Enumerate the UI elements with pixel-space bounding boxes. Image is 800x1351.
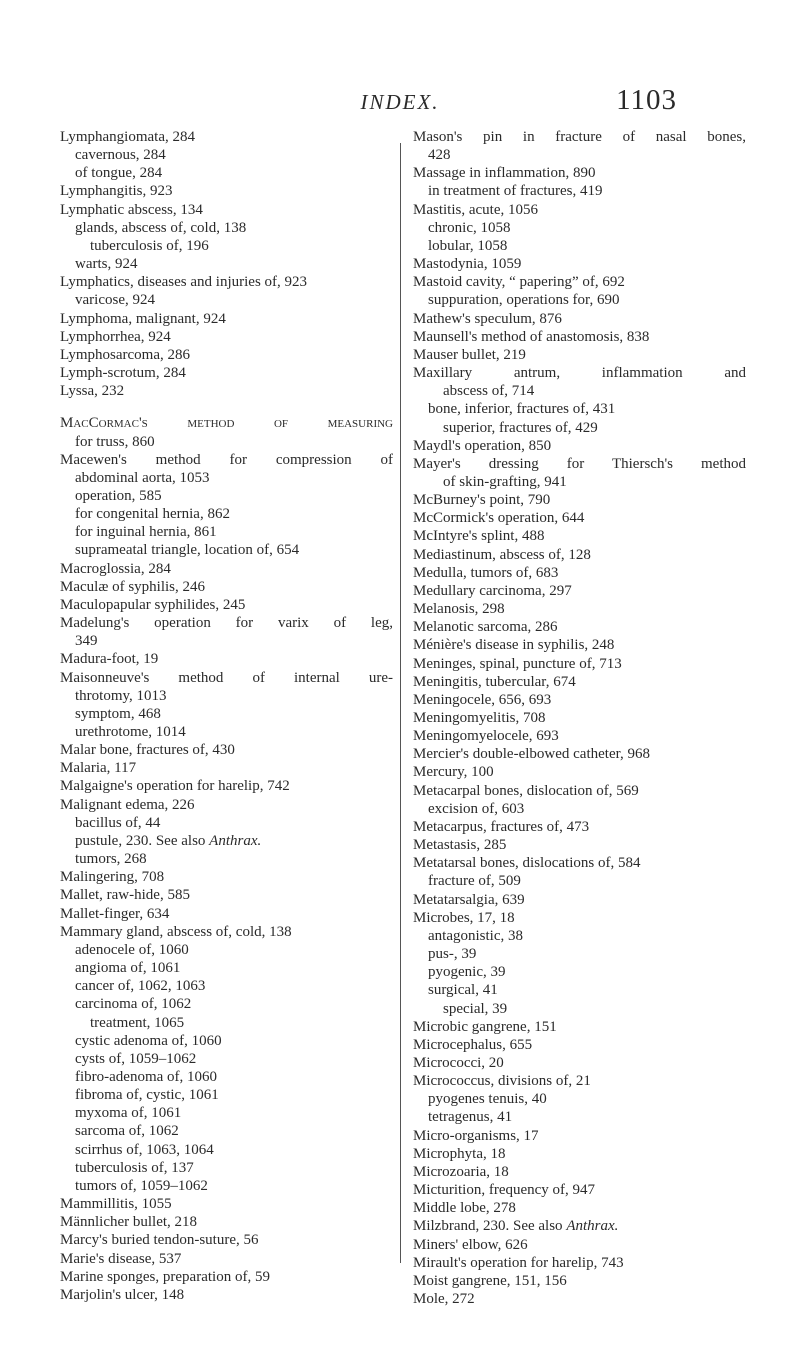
entry-text: antagonistic, 38 [428, 927, 523, 944]
entry-text: Meninges, spinal, puncture of, 713 [413, 655, 622, 672]
entry-text: Microzoaria, 18 [413, 1163, 509, 1180]
entry-text: Microcephalus, 655 [413, 1036, 533, 1053]
entry-text: for inguinal hernia, 861 [75, 524, 217, 541]
index-entry [413, 582, 746, 600]
index-entry [60, 777, 393, 795]
entry-text: cystic adenoma of, 1060 [75, 1032, 222, 1049]
entry-text: Metastasis, 285 [413, 837, 507, 854]
index-entry [413, 255, 746, 273]
entry-text: pus-, 39 [428, 946, 477, 963]
entry-text: Malignant edema, 226 [60, 796, 195, 813]
index-entry [413, 509, 746, 527]
index-subentry [413, 945, 746, 963]
entry-text: Mediastinum, abscess of, 128 [413, 546, 591, 563]
entry-text: Marie's disease, 537 [60, 1250, 182, 1267]
entry-text: McIntyre's splint, 488 [413, 528, 545, 545]
page-number: 1103 [616, 84, 677, 116]
index-subentry [60, 487, 393, 505]
entry-text: Lymphoma, malignant, 924 [60, 310, 226, 327]
entry-text: Lymphatics, diseases and injuries of, 923 [60, 274, 308, 291]
index-subentry [60, 291, 393, 309]
entry-text: Metacarpus, fractures of, 473 [413, 818, 590, 835]
entry-text: Metatarsal bones, dislocations of, 584 [413, 855, 641, 872]
entry-text: carcinoma of, 1062 [75, 996, 192, 1013]
index-entry [413, 763, 746, 781]
entry-text: Mallet, raw-hide, 585 [60, 887, 190, 904]
index-entry [60, 596, 393, 614]
index-entry [60, 1195, 393, 1213]
index-subentry [60, 832, 393, 850]
index-entry [413, 745, 746, 763]
entry-text: Malgaigne's operation for harelip, 742 [60, 778, 290, 795]
entry-text: Lymphangiomata, 284 [60, 129, 195, 145]
entry-text: Ménière's disease in syphilis, 248 [413, 637, 615, 654]
index-entry [413, 1254, 746, 1272]
index-entry [60, 414, 393, 432]
index-entry [60, 578, 393, 596]
entry-text: Mole, 272 [413, 1291, 475, 1307]
entry-text: tumors of, 1059–1062 [75, 1177, 208, 1194]
index-entry [413, 1036, 746, 1054]
entry-text: pustule, 230. See also [75, 832, 210, 849]
entry-text: Milzbrand, 230. See also [413, 1218, 567, 1235]
entry-text: 428 [428, 147, 451, 164]
index-entry [60, 128, 393, 146]
index-entry [413, 673, 746, 691]
index-entry [60, 1213, 393, 1231]
entry-text: tuberculosis of, 137 [75, 1159, 194, 1176]
index-entry [413, 310, 746, 328]
index-subentry [60, 705, 393, 723]
entry-text: Mastitis, acute, 1056 [413, 201, 538, 218]
index-subentry [60, 433, 393, 451]
index-entry [413, 1272, 746, 1290]
index-entry [413, 201, 746, 219]
entry-text: pyogenes tenuis, 40 [428, 1091, 547, 1108]
index-entry [60, 182, 393, 200]
entry-text: Macewen's method for compression of [60, 451, 393, 468]
index-entry [413, 836, 746, 854]
entry-text: Maisonneuve's method of internal ure- [60, 669, 393, 686]
entry-text: McCormick's operation, 644 [413, 510, 585, 527]
index-entry [60, 328, 393, 346]
entry-text: Mayer's dressing for Thiersch's method [413, 455, 746, 472]
entry-text: Medullary carcinoma, 297 [413, 582, 572, 599]
entry-text: bone, inferior, fractures of, 431 [428, 401, 616, 418]
column-divider [400, 143, 401, 1263]
entry-text: Lyssa, 232 [60, 383, 125, 400]
entry-text: McBurney's point, 790 [413, 492, 551, 509]
entry-text: scirrhus of, 1063, 1064 [75, 1141, 214, 1158]
index-entry [413, 691, 746, 709]
entry-text: Madura-foot, 19 [60, 651, 159, 668]
entry-text: Mercier's double-elbowed catheter, 968 [413, 746, 651, 763]
entry-text: Micrococcus, divisions of, 21 [413, 1073, 591, 1090]
entry-text: Mathew's speculum, 876 [413, 310, 562, 327]
entry-text: cysts of, 1059–1062 [75, 1050, 197, 1067]
entry-text: warts, 924 [75, 256, 138, 273]
entry-text: Mastoid cavity, “ papering” of, 692 [413, 274, 625, 291]
entry-text: lobular, 1058 [428, 237, 508, 254]
entry-text: Meningomyelocele, 693 [413, 728, 559, 745]
index-subentry [60, 164, 393, 182]
page-header [0, 82, 800, 122]
index-subentry [413, 182, 746, 200]
entry-text: surgical, 41 [428, 982, 498, 999]
index-subentry [60, 977, 393, 995]
entry-text: Lymphorrhea, 924 [60, 328, 171, 345]
index-entry [413, 564, 746, 582]
entry-text: suppuration, operations for, 690 [428, 292, 620, 309]
index-entry [413, 1054, 746, 1072]
entry-text: Maculæ of syphilis, 246 [60, 578, 205, 595]
index-entry [413, 491, 746, 509]
entry-text: Microphyta, 18 [413, 1145, 506, 1162]
index-entry [413, 618, 746, 636]
index-entry [413, 1181, 746, 1199]
index-entry [413, 364, 746, 382]
entry-text: Microbic gangrene, 151 [413, 1018, 557, 1035]
entry-text: adenocele of, 1060 [75, 941, 189, 958]
index-subentry [60, 541, 393, 559]
index-entry [413, 1127, 746, 1145]
index-subentry [60, 1141, 393, 1159]
entry-text: fibro-adenoma of, 1060 [75, 1068, 218, 1085]
index-entry [413, 273, 746, 291]
index-subentry [60, 1177, 393, 1195]
index-entry [60, 310, 393, 328]
index-subentry [60, 1122, 393, 1140]
entry-text: Mammillitis, 1055 [60, 1196, 172, 1213]
entry-text: cavernous, 284 [75, 147, 166, 164]
index-subentry [60, 723, 393, 741]
entry-text: Mastodynia, 1059 [413, 256, 522, 273]
index-entry [413, 600, 746, 618]
entry-text: myxoma of, 1061 [75, 1105, 182, 1122]
index-subentry [60, 505, 393, 523]
index-entry [60, 614, 393, 632]
index-subentry [413, 927, 746, 945]
entry-text: Microbes, 17, 18 [413, 909, 515, 926]
index-entry [60, 1268, 393, 1286]
entry-text: excision of, 603 [428, 800, 525, 817]
index-subentry [60, 255, 393, 273]
index-entry [413, 709, 746, 727]
index-subentry [60, 523, 393, 541]
entry-text: Moist gangrene, 151, 156 [413, 1272, 567, 1289]
index-entry [413, 128, 746, 146]
index-subentry [60, 959, 393, 977]
entry-text: Macroglossia, 284 [60, 560, 171, 577]
index-subentry [60, 1068, 393, 1086]
index-entry [413, 854, 746, 872]
entry-text: operation, 585 [75, 487, 162, 504]
entry-text: angioma of, 1061 [75, 960, 181, 977]
index-entry [413, 727, 746, 745]
index-entry [60, 650, 393, 668]
entry-text: for congenital hernia, 862 [75, 506, 230, 523]
entry-text: tuberculosis of, 196 [90, 237, 209, 254]
entry-text: of tongue, 284 [75, 165, 163, 182]
entry-text: Mammary gland, abscess of, cold, 138 [60, 923, 292, 940]
entry-text: Melanosis, 298 [413, 601, 505, 618]
index-subentry [60, 850, 393, 868]
index-subentry [60, 237, 393, 255]
entry-text: Medulla, tumors of, 683 [413, 564, 559, 581]
index-entry [413, 1018, 746, 1036]
index-entry [60, 273, 393, 291]
index-entry [60, 759, 393, 777]
index-subentry [60, 1050, 393, 1068]
entry-text: Mason's pin in fracture of nasal bones, [413, 129, 746, 145]
entry-text: symptom, 468 [75, 705, 161, 722]
index-entry [60, 741, 393, 759]
index-entry [60, 923, 393, 941]
entry-text: Maxillary antrum, inflammation and [413, 365, 746, 382]
index-entry [60, 905, 393, 923]
index-entry [413, 891, 746, 909]
entry-text: Metatarsalgia, 639 [413, 891, 525, 908]
entry-text: Maunsell's method of anastomosis, 838 [413, 328, 650, 345]
index-subentry [413, 219, 746, 237]
index-entry [413, 1217, 746, 1235]
index-subentry [60, 1159, 393, 1177]
index-entry [413, 164, 746, 182]
index-subentry [413, 146, 746, 164]
entry-text: tumors, 268 [75, 851, 147, 868]
index-subentry [413, 872, 746, 890]
entry-text: Middle lobe, 278 [413, 1200, 516, 1217]
index-subentry [413, 800, 746, 818]
index-entry [60, 1286, 393, 1304]
index-entry [413, 1290, 746, 1308]
entry-text: tetragenus, 41 [428, 1109, 513, 1126]
index-entry [60, 346, 393, 364]
index-subentry [413, 382, 746, 400]
entry-text: special, 39 [443, 1000, 508, 1017]
running-title: INDEX. [360, 90, 440, 114]
entry-text: Lymphatic abscess, 134 [60, 201, 203, 218]
index-subentry [60, 1014, 393, 1032]
index-entry [413, 1163, 746, 1181]
index-subentry [413, 419, 746, 437]
entry-text: Männlicher bullet, 218 [60, 1214, 198, 1231]
index-subentry [413, 963, 746, 981]
entry-text: urethrotome, 1014 [75, 724, 186, 740]
entry-text: in treatment of fractures, 419 [428, 183, 603, 200]
entry-text: glands, abscess of, cold, 138 [75, 219, 247, 236]
index-column-left [60, 128, 393, 1304]
index-entry [413, 1199, 746, 1217]
entry-text: Maculopapular syphilides, 245 [60, 596, 246, 613]
entry-text: Madelung's operation for varix of leg, [60, 615, 393, 632]
entry-text: Malaria, 117 [60, 760, 137, 777]
index-subentry [413, 400, 746, 418]
index-subentry [413, 981, 746, 999]
index-entry [413, 1072, 746, 1090]
cross-reference: Anthrax. [209, 832, 262, 849]
entry-text: varicose, 924 [75, 292, 155, 309]
index-subentry [60, 632, 393, 650]
entry-text: Lymphosarcoma, 286 [60, 346, 190, 363]
entry-text: Mauser bullet, 219 [413, 346, 526, 363]
entry-text: Meningitis, tubercular, 674 [413, 673, 576, 690]
entry-text: Melanotic sarcoma, 286 [413, 619, 558, 636]
entry-text: Marine sponges, preparation of, 59 [60, 1268, 270, 1285]
entry-text: bacillus of, 44 [75, 814, 161, 831]
index-entry [60, 796, 393, 814]
index-entry [413, 636, 746, 654]
index-entry [413, 437, 746, 455]
index-subentry [413, 291, 746, 309]
index-entry [60, 886, 393, 904]
entry-text: Maydl's operation, 850 [413, 437, 552, 454]
entry-text: Marcy's buried tendon-suture, 56 [60, 1232, 259, 1249]
entry-text: chronic, 1058 [428, 219, 511, 236]
entry-text: cancer of, 1062, 1063 [75, 978, 206, 995]
index-entry [60, 1250, 393, 1268]
index-entry [413, 527, 746, 545]
entry-text: Metacarpal bones, dislocation of, 569 [413, 782, 639, 799]
index-entry [60, 364, 393, 382]
entry-text: Micro-organisms, 17 [413, 1127, 539, 1144]
index-entry [60, 1231, 393, 1249]
entry-text: for truss, 860 [75, 433, 155, 450]
index-column-right [413, 128, 746, 1308]
index-entry [413, 1236, 746, 1254]
index-subentry [60, 1032, 393, 1050]
entry-text: MacCormac's method of measuring [60, 415, 393, 432]
cross-reference: Anthrax. [566, 1218, 619, 1235]
entry-text: Lymph-scrotum, 284 [60, 365, 186, 382]
index-subentry [60, 1086, 393, 1104]
index-subentry [413, 1000, 746, 1018]
entry-text: 349 [75, 633, 98, 650]
entry-text: Mercury, 100 [413, 764, 494, 781]
index-subentry [413, 237, 746, 255]
entry-text: Meningocele, 656, 693 [413, 691, 552, 708]
index-subentry [60, 469, 393, 487]
entry-text: abdominal aorta, 1053 [75, 469, 210, 486]
index-subentry [60, 995, 393, 1013]
entry-text: treatment, 1065 [90, 1014, 185, 1031]
entry-text: superior, fractures of, 429 [443, 419, 598, 436]
index-subentry [60, 687, 393, 705]
index-subentry [413, 473, 746, 491]
entry-text: Miners' elbow, 626 [413, 1236, 528, 1253]
index-entry [413, 655, 746, 673]
index-subentry [60, 814, 393, 832]
index-subentry [413, 1090, 746, 1108]
entry-text: pyogenic, 39 [428, 964, 506, 981]
index-entry [60, 868, 393, 886]
index-entry [60, 201, 393, 219]
index-subentry [60, 219, 393, 237]
index-entry [60, 669, 393, 687]
entry-text: Malingering, 708 [60, 869, 165, 886]
entry-text: throtomy, 1013 [75, 687, 167, 704]
entry-text: Micturition, frequency of, 947 [413, 1182, 596, 1199]
entry-text: Malar bone, fractures of, 430 [60, 742, 235, 759]
index-subentry [60, 941, 393, 959]
index-entry [413, 782, 746, 800]
index-entry [413, 328, 746, 346]
index-entry [413, 909, 746, 927]
entry-text: abscess of, 714 [443, 383, 535, 400]
entry-text: fibroma of, cystic, 1061 [75, 1087, 219, 1104]
entry-text: Lymphangitis, 923 [60, 183, 173, 200]
entry-text: of skin-grafting, 941 [443, 473, 567, 490]
index-subentry [60, 146, 393, 164]
entry-text: suprameatal triangle, location of, 654 [75, 542, 300, 559]
index-entry [60, 451, 393, 469]
index-entry [413, 346, 746, 364]
index-entry [60, 382, 393, 400]
entry-text: Massage in inflammation, 890 [413, 165, 596, 182]
entry-text: fracture of, 509 [428, 873, 521, 890]
index-entry [60, 560, 393, 578]
index-entry [413, 818, 746, 836]
index-entry [413, 1145, 746, 1163]
index-entry [413, 546, 746, 564]
section-gap [60, 400, 393, 414]
entry-text: Micrococci, 20 [413, 1054, 504, 1071]
entry-text: Mirault's operation for harelip, 743 [413, 1254, 624, 1271]
index-subentry [60, 1104, 393, 1122]
entry-text: Meningomyelitis, 708 [413, 710, 546, 726]
entry-text: Marjolin's ulcer, 148 [60, 1286, 185, 1303]
entry-text: Mallet-finger, 634 [60, 905, 170, 922]
index-entry [413, 455, 746, 473]
index-subentry [413, 1108, 746, 1126]
entry-text: sarcoma of, 1062 [75, 1123, 179, 1140]
